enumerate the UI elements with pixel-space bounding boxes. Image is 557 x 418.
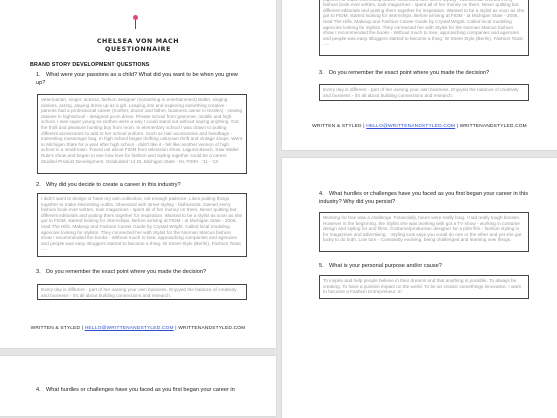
answer-box-1[interactable]: Veterinarian, singer, actress, fashion designer (something in entertainment) Ballet, singing classes, acting, playing dress up as a girl. Leaping into and exploring something creative - parents had a professional career (mother, doctor and father, business owner in textiles) - sewing classes in highschool - designed prom dress. Private school from grammer, middle and high school, I was super young so clothes were a way I could stand out without saying anything. Got the thrill and pleasure hunting buy from mom. In elementary school I was drawn to putting different accessories to add to her school uniform. Such as hair accessories and handbags - interesting messenger bag. In high school began thrifting unknown thrift and vintage shops. Went to Michigan State for a year after high school - didn't like it - felt like another version of high school in a small town. Found out about FIDM from television show, Laguna Beach. Saw Walter Rule's show and began to see how love for fashion and styling together could be a career. Studied Product Development. Graduated '14 DL Michigan State - IN. FIDM - '11 - '13: [37, 94, 247, 174]
page-footer: WRITTEN & STYLED | HELLO@WRITTENANDSTYLED.COM | WRITTENANDSTYLED.COM: [30, 326, 246, 331]
question-3-right: 3. Do you remember the exact point where you made the decision?: [319, 70, 490, 76]
question-number: 1.: [36, 72, 41, 78]
email-link[interactable]: HELLO@WRITTENANDSTYLED.COM: [366, 124, 456, 129]
section-heading: BRAND STORY DEVELOPMENT QUESTIONS: [30, 62, 150, 68]
question-4: 4. What hurdles or challenges have you faced as you first began your career in this industry? Why did you persist?: [319, 191, 528, 205]
email-link[interactable]: HELLO@WRITTENANDSTYLED.COM: [84, 326, 174, 331]
question-4-partial: 4. What hurdles or challenges have you faced as you first began your career in: [36, 387, 235, 393]
question-2: 2. Why did you decide to create a career in this industry?: [36, 182, 181, 188]
question-3: 3. Do you remember the exact point where you made the decision?: [36, 269, 207, 275]
question-1: [36, 72, 248, 87]
document-title-questionnaire: QUESTIONNAIRE: [105, 46, 171, 53]
questionnaire-page-1: [0, 0, 276, 348]
document-title-name: CHELSEA VON MACH: [96, 38, 180, 45]
question-text: What were your passions as a child? What did you want to be when you grew up?: [36, 72, 238, 86]
answer-box-continued[interactable]: fashion book ever written, took magazines - spent all of her money on them. Never quitting but different editorials and putting them together for inspiration. Wanted to be a stylist as soon as she got to FIDM, started looking for internships. Before arriving at FIDM - at Michigan State - 2006, read The Hills. Makeup and Fashion Career Guide by Crystal Wright. Called local modeling agencies looking for stylists. They connected her with Stylist for the Norman Marcus fashion show I recommended the books - Without much to lose, approaching companies and agencies and people was easy. Bloggers started to become a thing. W Street Style (Berlin), Fashion Toast, .....: [319, 0, 529, 56]
pin-logo-icon: [133, 15, 139, 29]
answer-box-4[interactable]: Working for free was a challenge. Financially, hours were really long, I had really tough bosses. However in the beginning, the Stylist she was working with got a TV show - working in costume design and styling for and films. Costume/production designer for a pilot film - fashion styling is for magazines and advertising. - Styling look says you could do one or the other and yet she got lucky to do both. Low turn - Constantly evolving, being challenged and learning new things.: [319, 212, 529, 252]
answer-box-2[interactable]: I didn't want to design or have my own collection, not enough patience. Likes putting things together to make interesting outfits. Obsessed with street styling - fashionista. Owned every fashion book ever written, took magazines - spent all of her money on them. Never quitting but different editorials and putting them together for inspiration. Wanted to be a stylist as soon as she got to FIDM, started looking for internships. Before arriving at FIDM - at Michigan State - 2006, read The Hills. Makeup and Fashion Career Guide by Crystal Wright. Called local modeling agencies looking for stylists. They connected her with Stylist for the Norman Marcus fashion show I recommended the books - Without much to lose, approaching companies and agencies and people was easy. Bloggers started to become a thing. W Street Style (Berlin), Fashion Toast, .....: [37, 193, 247, 257]
questionnaire-page-3: [0, 356, 276, 416]
answer-box-5[interactable]: To inspire and help people believe in their dreams and that anything is possible. To always be creating. To have a positive impact on the world. To be an creator somethings innovative. I want to become a Fashion Entrepreneur. In: [319, 275, 529, 299]
questionnaire-page-2-top: [282, 0, 557, 150]
question-5: 5. What is your personal purpose and/or cause?: [319, 263, 442, 269]
answer-box-3[interactable]: Every day is different - part of her owning your own business. Enjoyed the balance of creativity and business - it's all about building connections and research.: [37, 284, 247, 300]
questionnaire-page-4: [282, 158, 557, 418]
page-footer: WRITTEN & STYLED | HELLO@WRITTENANDSTYLED.COM | WRITTENANDSTYLED.COM: [312, 124, 527, 129]
answer-box-3-right[interactable]: Every day is different - part of her owning your own business. Enjoyed the balance of creativity and business - it's all about building connections and research.: [319, 84, 529, 101]
